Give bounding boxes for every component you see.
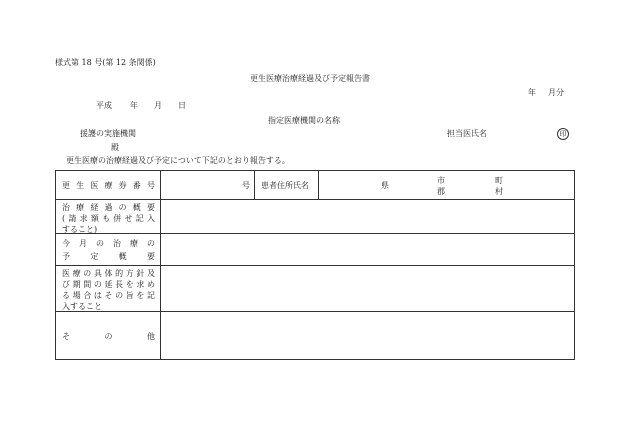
row-label-line: そ の 他: [62, 332, 155, 341]
report-table: [55, 170, 575, 360]
treatment-policy-label: [62, 268, 155, 312]
other-field[interactable]: [164, 315, 564, 357]
row-label-line: ( 請 求 額 も 併 せ 記 入: [62, 214, 155, 223]
date-year: 年: [130, 101, 138, 110]
report-year-label: 年: [528, 88, 536, 97]
doctor-name-label: 担当医氏名: [447, 129, 487, 138]
number-suffix: 号: [242, 181, 250, 190]
row-label-line: び 期 間 の 延 長 を 求 め: [62, 280, 155, 289]
city-label: 市: [437, 176, 445, 185]
county-label: 郡: [437, 187, 445, 196]
intro-text: 更生医療の治療経過及び予定について下記のとおり報告する。: [66, 156, 290, 165]
ticket-number-label-text: 更 生 医 療 券 番 号: [62, 181, 155, 190]
village-label: 村: [495, 187, 503, 196]
report-month-label: 月分: [548, 88, 564, 97]
form-number: 様式第 18 号(第 12 条関係): [55, 58, 156, 67]
row-label-line: 入すること: [62, 302, 102, 311]
address-label-divider-right: [318, 171, 319, 199]
row-label-line: 医 療 の 具 体 的 方 針 及: [62, 269, 155, 278]
ticket-number-value[interactable]: [164, 180, 244, 192]
designated-institution-label: 指定医療機関の名称: [268, 116, 340, 125]
monthly-plan-label: [62, 238, 155, 262]
row-divider: [56, 265, 574, 266]
row-label-line: 今 月 の 治 療 の: [62, 239, 155, 248]
treatment-summary-field[interactable]: [164, 202, 564, 230]
treatment-policy-field[interactable]: [164, 268, 564, 308]
date-month: 月: [154, 101, 162, 110]
address-label-divider-left: [254, 171, 255, 199]
ticket-number-label: [62, 180, 155, 191]
row-label-line: すること): [62, 225, 98, 234]
recipient-label: 援護の実施機関: [80, 129, 136, 138]
honorific: 殿: [111, 143, 119, 152]
prefecture-label: 県: [381, 181, 389, 190]
monthly-plan-field[interactable]: [164, 237, 564, 263]
date-day: 日: [178, 101, 186, 110]
row-label-line: る 場 合 は そ の 旨 を 記: [62, 291, 155, 300]
patient-address-label: 患者住所氏名: [261, 181, 309, 190]
seal-mark: 印: [557, 128, 569, 140]
row-divider: [56, 199, 574, 200]
document-title: 更生医療治療経過及び予定報告書: [250, 74, 370, 83]
treatment-summary-label: [62, 202, 155, 235]
date-era: 平成: [96, 101, 112, 110]
row-label-line: 治 療 経 過 の 概 要: [62, 203, 155, 212]
row-label-line: 予 定 概 要: [62, 252, 155, 261]
town-label: 町: [495, 176, 503, 185]
other-label: [62, 331, 155, 342]
